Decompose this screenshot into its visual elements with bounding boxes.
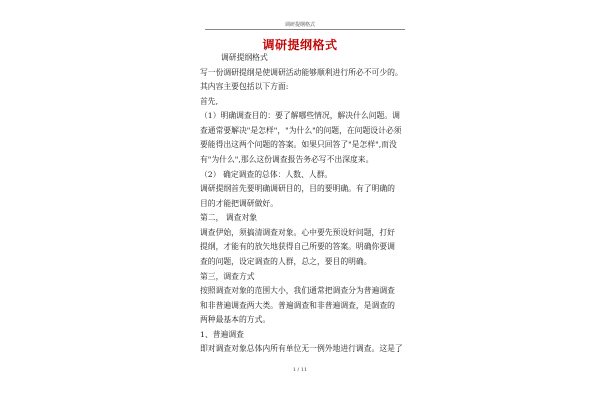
- body-line: （2） 确定调查的总体：人数、人群。: [200, 170, 333, 179]
- body-line: 目的才能把调研做好。: [200, 199, 278, 208]
- section-line: 第三，调查方式: [200, 272, 255, 281]
- section-line: 首先,: [200, 97, 219, 106]
- body-line: 查通常要解决"是怎样"，"为什么"的问题，在问题设计必须: [200, 126, 402, 135]
- body-line: 即对调查对象总体内所有单位无一例外地进行调查。这是了: [200, 344, 403, 353]
- section-line: 1、普遍调查: [200, 330, 244, 339]
- subtitle-line: 调研提纲格式: [221, 53, 268, 62]
- body-line: 查的问题，设定调查的人群，总之，要目的明确。: [200, 257, 372, 266]
- body-line: 提纲，才能有的放矢地获得自己所要的答案。明确你要调: [200, 242, 395, 251]
- running-header: 调研提纲格式: [284, 22, 315, 28]
- section-line: 第二， 调查对象: [200, 213, 258, 222]
- body-line: （1）明确调查目的：要了解哪些情况，解决什么问题。调: [200, 111, 400, 120]
- body-line: 其内容主要包括以下方面:: [200, 82, 289, 91]
- document-title: 调研提纲格式: [262, 38, 338, 52]
- body-line: 和非普遍调查两大类。普遍调查和非普遍调查，是调查的: [200, 301, 395, 310]
- body-line: 两种最基本的方式。: [200, 315, 271, 324]
- page-number: 1 / 11: [292, 367, 308, 373]
- body-line: 按照调查对象的范围大小，我们通常把调查分为普遍调查: [200, 286, 395, 295]
- body-line: 调研提纲首先要明确调研目的，目的要明确。有了明确的: [200, 184, 395, 193]
- body-line: 要能得出这两个问题的答案。如果只回答了"是怎样",而没: [200, 140, 397, 149]
- body-line: 写一份调研提纲是使调研活动能够顺利进行所必不可少的。: [200, 68, 403, 77]
- body-line: 调查伊始，须搞清调查对象。心中要先预设好问题，打好: [200, 228, 395, 237]
- header-divider: [205, 29, 405, 30]
- body-line: 有"为什么",那么这份调查报告务必写不出深度来。: [200, 155, 374, 164]
